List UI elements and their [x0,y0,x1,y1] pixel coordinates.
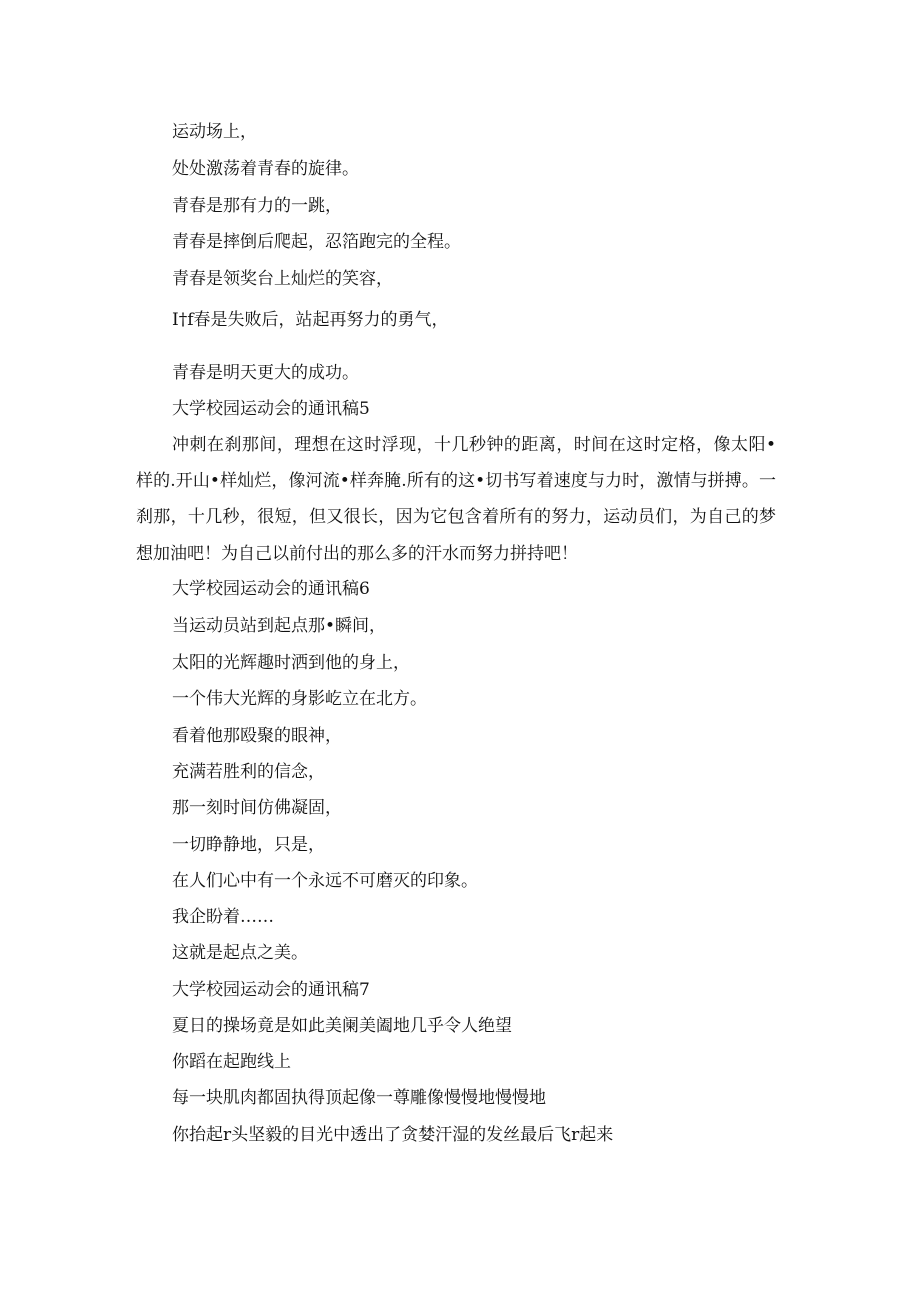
poem4-line-1: 运动场上， [172,122,257,142]
section6-heading: 大学校园运动会的通讯稿6 [172,579,370,599]
section7-line-3: 每一块肌肉都固执得顶起像一尊雕像慢慢地慢慢地 [172,1088,546,1108]
section6-line-9: 我企盼着…… [172,907,274,927]
poem4-line-7: 青春是明天更大的成功。 [172,363,359,383]
section5-heading: 大学校园运动会的通讯稿5 [172,399,370,419]
section6-line-5: 充满若胜利的信念， [172,762,325,782]
section6-line-7: 一切睁静地，只是， [172,835,325,855]
section6-line-3: 一个伟大光辉的身影屹立在北方。 [172,689,427,709]
poem4-line-5: 青春是领奖台上灿烂的笑容， [172,269,393,289]
section5-paragraph: 冲刺在刹那间，理想在这时浮现，十几秒钟的距离，时间在这时定格，像太阳•样的.开山•样灿烂，像河流•样奔腌.所有的这•切书写着速度与力时，激情与拼搏。一刹那，十几秒，很短，但又很长，因为它包含着所有的努力，运动员们，为自己的梦想加油吧！为自己以前付出的那么多的汗水而努力拼持吧！ [136,435,776,564]
section6-line-1: 当运动员站到起点那•瞬间， [172,616,387,636]
section6-line-2: 太阳的光辉趣时洒到他的身上， [172,653,410,673]
section6-line-8: 在人们心中有一个永远不可磨灭的印象。 [172,871,478,891]
section6-line-6: 那一刻时间仿佛凝固， [172,798,342,818]
poem4-line-4: 青春是摔倒后爬起，忍箔跑完的全程。 [172,232,461,252]
section7-line-1: 夏日的操场竟是如此美阑美阖地几乎令人绝望 [172,1016,512,1036]
section6-line-10: 这就是起点之美。 [172,943,308,963]
section7-line-2: 你蹈在起跑线上 [172,1052,291,1072]
poem4-line-2: 处处激荡着青春的旋律。 [172,159,359,179]
section6-line-4: 看着他那殴聚的眼神， [172,726,342,746]
section7-line-4: 你抬起r头坚毅的目光中透出了贪婪汗湿的发丝最后飞r起来 [172,1125,614,1145]
section7-heading: 大学校园运动会的通讯稿7 [172,980,370,1000]
poem4-line-6: I†f春是失败后，站起再努力的勇气， [172,310,449,330]
poem4-line-3: 青春是那有力的一跳， [172,196,342,216]
